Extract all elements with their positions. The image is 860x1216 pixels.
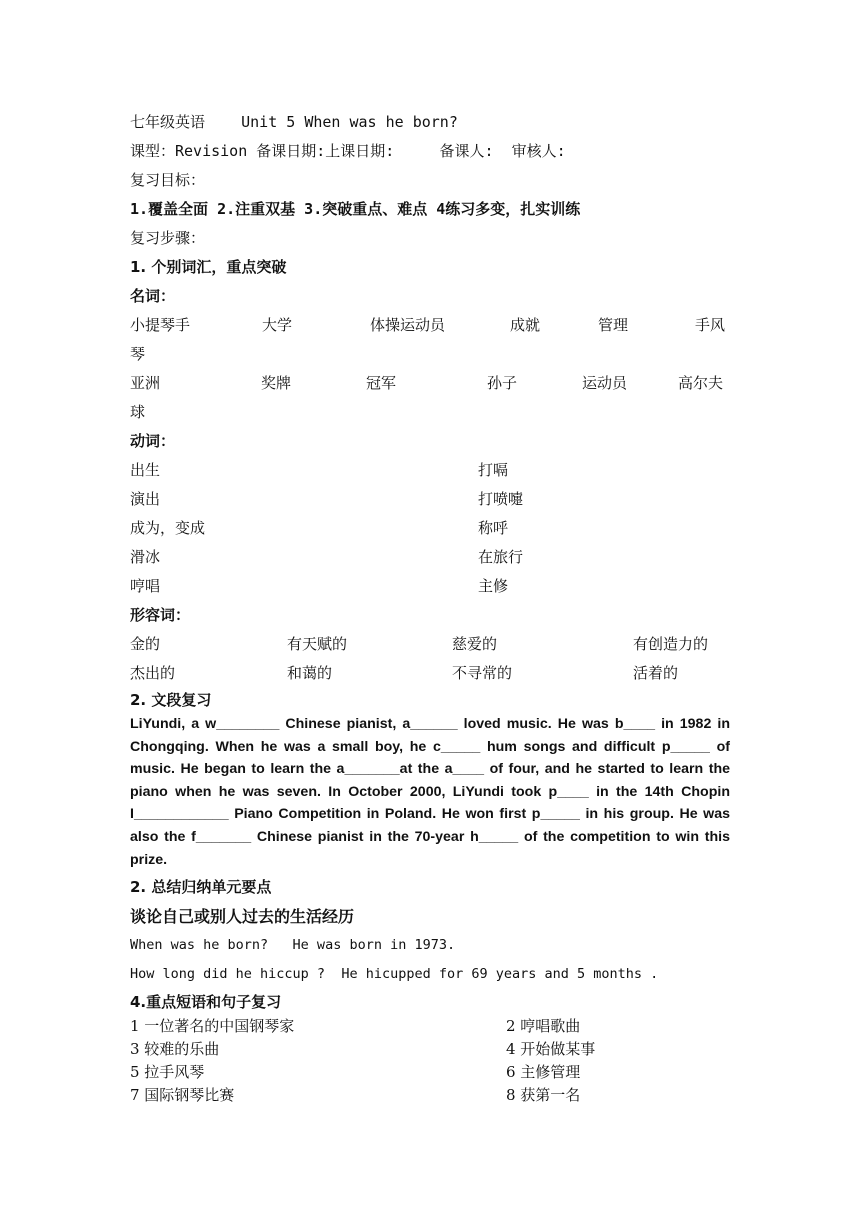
adjective-item: 不寻常的: [452, 664, 513, 682]
verb-item: 打喷嚏: [478, 490, 524, 508]
verb-item: 在旅行: [478, 548, 524, 566]
fill-in-passage: LiYundi, a w________ Chinese pianist, a______ loved music. He was b____ in 1982 in Chongqing. When he was a small boy, he c_____ hum songs and difficult p_____ of music. He began to learn the a_______at the a____ of four, and he started to learn the piano when he was seven. In October 2000, LiYundi took p____ in the 14th Chopin I____________ Piano Competition in Poland. He won first p_____ in his group. He was also the f_______ Chinese pianist in the 70-year h_____ of the competition to win this prize.: [130, 716, 730, 868]
section3-subheading: 谈论自己或别人过去的生活经历: [130, 907, 355, 927]
section2-heading: 2. 文段复习: [130, 691, 212, 709]
noun-item: 大学: [262, 316, 293, 334]
phrase-item: 5 拉手风琴: [130, 1063, 205, 1082]
adjectives-label: 形容词：: [130, 606, 191, 624]
steps-heading: 复习步骤：: [130, 229, 206, 247]
adjective-item: 和蔼的: [287, 664, 333, 682]
adjective-item: 有天赋的: [287, 635, 348, 653]
goals-heading: 复习目标：: [130, 171, 206, 189]
verb-item: 演出: [130, 490, 161, 508]
verbs-row: [130, 456, 730, 485]
verb-item: 出生: [130, 461, 161, 479]
phrase-item: 2 哼唱歌曲: [506, 1017, 581, 1036]
nouns-row: [130, 369, 730, 398]
verbs-row: [130, 485, 730, 514]
noun-item: 高尔夫: [678, 374, 724, 392]
phrase-item: 1 一位著名的中国钢琴家: [130, 1017, 295, 1036]
noun-item: 冠军: [366, 374, 397, 392]
phrase-row: [130, 1084, 730, 1107]
noun-item: 成就: [510, 316, 541, 334]
noun-item: 奖牌: [261, 374, 292, 392]
example-sentence: When was he born? He was born in 1973.: [130, 937, 456, 954]
noun-item: 亚洲: [130, 374, 161, 392]
nouns-row: [130, 311, 730, 340]
nouns-label: 名词：: [130, 287, 176, 305]
noun-wrap: 球: [130, 403, 146, 421]
noun-item: 孙子: [487, 374, 518, 392]
phrase-item: 6 主修管理: [506, 1063, 581, 1082]
adjective-item: 杰出的: [130, 664, 176, 682]
phrase-row: [130, 1015, 730, 1038]
section4-heading: 4.重点短语和句子复习: [130, 993, 282, 1012]
noun-item: 小提琴手: [130, 316, 191, 334]
adjectives-row: [130, 659, 730, 688]
adjective-item: 有创造力的: [633, 635, 709, 653]
section3-heading: 2. 总结归纳单元要点: [130, 878, 272, 897]
noun-wrap: 琴: [130, 345, 146, 363]
verb-item: 打嗝: [478, 461, 509, 479]
section1-heading: 1. 个别词汇，重点突破: [130, 258, 287, 276]
verbs-row: [130, 543, 730, 572]
noun-item: 手风: [695, 316, 726, 334]
example-sentence: How long did he hiccup ? He hicupped for 69 years and 5 months .: [130, 966, 659, 983]
phrase-item: 8 获第一名: [506, 1086, 581, 1105]
phrase-row: [130, 1038, 730, 1061]
noun-item: 管理: [598, 316, 629, 334]
phrase-item: 3 较难的乐曲: [130, 1040, 220, 1059]
adjective-item: 慈爱的: [452, 635, 498, 653]
document-page: [130, 108, 730, 1107]
course-info: 课型：Revision 备课日期:上课日期: 备课人: 审核人:: [130, 142, 566, 160]
noun-item: 运动员: [582, 374, 628, 392]
verb-item: 哼唱: [130, 577, 161, 595]
verbs-label: 动词：: [130, 432, 176, 450]
verb-item: 主修: [478, 577, 509, 595]
adjective-item: 活着的: [633, 664, 679, 682]
verb-item: 滑冰: [130, 548, 161, 566]
noun-item: 体操运动员: [370, 316, 446, 334]
verb-item: 称呼: [478, 519, 509, 537]
phrase-item: 4 开始做某事: [506, 1040, 596, 1059]
verb-item: 成为，变成: [130, 519, 206, 537]
verbs-row: [130, 572, 730, 601]
document-title: 七年级英语 Unit 5 When was he born?: [130, 113, 458, 131]
verbs-row: [130, 514, 730, 543]
adjectives-row: [130, 630, 730, 659]
adjective-item: 金的: [130, 635, 161, 653]
goals-items: 1.覆盖全面 2.注重双基 3.突破重点、难点 4练习多变，扎实训练: [130, 200, 581, 218]
phrase-item: 7 国际钢琴比赛: [130, 1086, 235, 1105]
phrase-row: [130, 1061, 730, 1084]
